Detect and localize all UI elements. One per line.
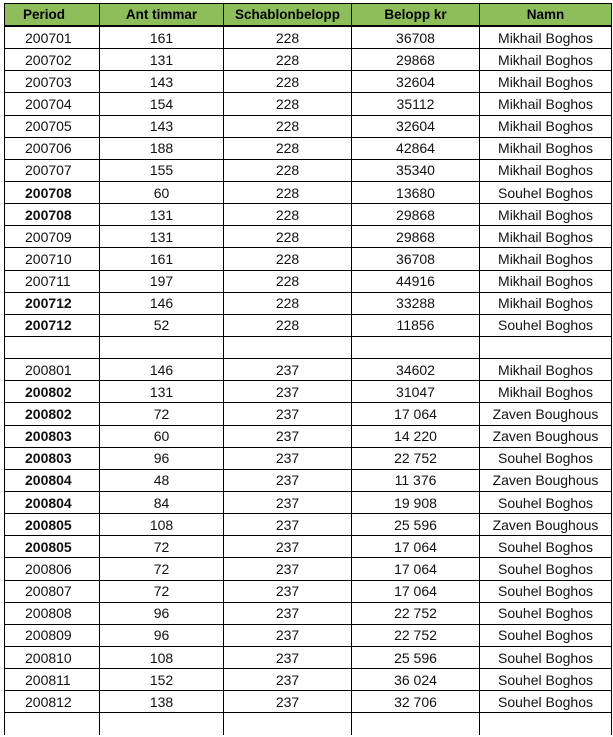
table-row xyxy=(5,624,612,646)
cell-name: Souhel Boghos xyxy=(480,314,612,336)
cell-name: Mikhail Boghos xyxy=(480,381,612,403)
cell-amount: 42864 xyxy=(352,137,480,159)
cell-period: 200805 xyxy=(5,536,100,558)
cell-rate: 228 xyxy=(224,93,352,115)
cell-period: 200711 xyxy=(5,270,100,292)
cell-hours: 48 xyxy=(100,469,224,491)
table-row xyxy=(5,226,612,248)
cell-name: Souhel Boghos xyxy=(480,580,612,602)
table-row xyxy=(5,381,612,403)
cell-hours: 108 xyxy=(100,514,224,536)
cell-rate: 237 xyxy=(224,669,352,691)
table-row xyxy=(5,403,612,425)
cell-hours: 84 xyxy=(100,491,224,513)
cell-rate: 228 xyxy=(224,26,352,49)
cell-name: Mikhail Boghos xyxy=(480,159,612,181)
cell-rate: 237 xyxy=(224,602,352,624)
cell-amount: 36708 xyxy=(352,26,480,49)
table-row xyxy=(5,314,612,336)
cell-rate: 228 xyxy=(224,226,352,248)
cell-hours: 152 xyxy=(100,669,224,691)
cell-name: Mikhail Boghos xyxy=(480,248,612,270)
cell-period: 200809 xyxy=(5,624,100,646)
table-row xyxy=(5,292,612,314)
cell-rate: 237 xyxy=(224,536,352,558)
table-row xyxy=(5,536,612,558)
cell-hours: 131 xyxy=(100,381,224,403)
table-row xyxy=(5,71,612,93)
cell-period: 200706 xyxy=(5,137,100,159)
cell-period: 200801 xyxy=(5,359,100,381)
cell-amount: 33288 xyxy=(352,292,480,314)
cell-rate: 228 xyxy=(224,248,352,270)
cell-amount xyxy=(352,713,480,735)
cell-period: 200710 xyxy=(5,248,100,270)
cell-rate xyxy=(224,336,352,358)
cell-amount: 22 752 xyxy=(352,602,480,624)
cell-period: 200808 xyxy=(5,602,100,624)
table-body xyxy=(5,26,612,735)
cell-hours: 72 xyxy=(100,403,224,425)
cell-hours: 96 xyxy=(100,624,224,646)
cell-rate: 228 xyxy=(224,204,352,226)
cell-amount: 25 596 xyxy=(352,646,480,668)
cell-rate: 237 xyxy=(224,580,352,602)
hours-table xyxy=(4,3,612,735)
cell-hours: 60 xyxy=(100,181,224,203)
cell-name: Souhel Boghos xyxy=(480,558,612,580)
cell-name: Souhel Boghos xyxy=(480,536,612,558)
cell-amount: 36 024 xyxy=(352,669,480,691)
cell-period: 200804 xyxy=(5,469,100,491)
cell-name: Mikhail Boghos xyxy=(480,359,612,381)
table-row xyxy=(5,204,612,226)
cell-hours: 108 xyxy=(100,646,224,668)
cell-rate: 228 xyxy=(224,71,352,93)
header-period: Period xyxy=(5,4,100,27)
cell-period: 200708 xyxy=(5,204,100,226)
cell-hours: 161 xyxy=(100,26,224,49)
cell-amount: 32604 xyxy=(352,115,480,137)
cell-rate xyxy=(224,713,352,735)
cell-period: 200702 xyxy=(5,49,100,71)
table-row xyxy=(5,425,612,447)
cell-period: 200811 xyxy=(5,669,100,691)
table-row xyxy=(5,491,612,513)
cell-hours xyxy=(100,713,224,735)
table-row xyxy=(5,447,612,469)
cell-amount: 29868 xyxy=(352,49,480,71)
cell-hours: 155 xyxy=(100,159,224,181)
cell-name: Mikhail Boghos xyxy=(480,226,612,248)
table-row xyxy=(5,580,612,602)
table-row xyxy=(5,248,612,270)
table-row xyxy=(5,713,612,735)
cell-amount: 36708 xyxy=(352,248,480,270)
cell-rate: 228 xyxy=(224,314,352,336)
cell-rate: 237 xyxy=(224,359,352,381)
cell-name: Mikhail Boghos xyxy=(480,115,612,137)
cell-amount: 29868 xyxy=(352,204,480,226)
table-row xyxy=(5,646,612,668)
cell-period xyxy=(5,336,100,358)
cell-hours: 188 xyxy=(100,137,224,159)
cell-name: Mikhail Boghos xyxy=(480,204,612,226)
cell-hours: 72 xyxy=(100,536,224,558)
cell-rate: 237 xyxy=(224,469,352,491)
cell-hours: 60 xyxy=(100,425,224,447)
cell-rate: 228 xyxy=(224,49,352,71)
cell-name: Mikhail Boghos xyxy=(480,292,612,314)
cell-rate: 237 xyxy=(224,491,352,513)
cell-amount: 22 752 xyxy=(352,624,480,646)
cell-period: 200802 xyxy=(5,403,100,425)
cell-amount: 35340 xyxy=(352,159,480,181)
cell-amount: 14 220 xyxy=(352,425,480,447)
cell-amount: 32 706 xyxy=(352,691,480,713)
cell-amount xyxy=(352,336,480,358)
cell-hours: 131 xyxy=(100,49,224,71)
header-rate: Schablonbelopp xyxy=(224,4,352,27)
cell-period: 200712 xyxy=(5,292,100,314)
cell-rate: 237 xyxy=(224,381,352,403)
table-row xyxy=(5,93,612,115)
cell-period: 200709 xyxy=(5,226,100,248)
header-row xyxy=(5,4,612,27)
table-row xyxy=(5,558,612,580)
cell-name: Souhel Boghos xyxy=(480,602,612,624)
cell-rate: 237 xyxy=(224,691,352,713)
cell-amount: 44916 xyxy=(352,270,480,292)
cell-rate: 228 xyxy=(224,292,352,314)
cell-rate: 237 xyxy=(224,624,352,646)
cell-amount: 11856 xyxy=(352,314,480,336)
cell-hours: 143 xyxy=(100,115,224,137)
cell-amount: 17 064 xyxy=(352,536,480,558)
table-row xyxy=(5,49,612,71)
cell-amount: 11 376 xyxy=(352,469,480,491)
cell-hours: 131 xyxy=(100,226,224,248)
table-row xyxy=(5,469,612,491)
cell-hours: 146 xyxy=(100,359,224,381)
cell-amount: 17 064 xyxy=(352,580,480,602)
cell-amount: 19 908 xyxy=(352,491,480,513)
cell-rate: 228 xyxy=(224,181,352,203)
cell-name: Souhel Boghos xyxy=(480,691,612,713)
cell-rate: 237 xyxy=(224,646,352,668)
table-row xyxy=(5,115,612,137)
cell-hours: 146 xyxy=(100,292,224,314)
cell-name: Souhel Boghos xyxy=(480,624,612,646)
cell-rate: 228 xyxy=(224,270,352,292)
table-row xyxy=(5,137,612,159)
cell-name: Souhel Boghos xyxy=(480,491,612,513)
table-row xyxy=(5,669,612,691)
cell-rate: 228 xyxy=(224,137,352,159)
cell-name: Souhel Boghos xyxy=(480,447,612,469)
cell-name xyxy=(480,336,612,358)
cell-name: Souhel Boghos xyxy=(480,669,612,691)
table-row xyxy=(5,602,612,624)
cell-period xyxy=(5,713,100,735)
cell-amount: 17 064 xyxy=(352,403,480,425)
cell-name: Mikhail Boghos xyxy=(480,137,612,159)
table-row xyxy=(5,336,612,358)
table-row xyxy=(5,514,612,536)
cell-rate: 237 xyxy=(224,514,352,536)
header-amount: Belopp kr xyxy=(352,4,480,27)
cell-name: Zaven Boughous xyxy=(480,514,612,536)
cell-period: 200806 xyxy=(5,558,100,580)
table-row xyxy=(5,691,612,713)
cell-hours: 131 xyxy=(100,204,224,226)
table-row xyxy=(5,359,612,381)
cell-rate: 228 xyxy=(224,159,352,181)
table-row xyxy=(5,159,612,181)
cell-period: 200812 xyxy=(5,691,100,713)
cell-period: 200704 xyxy=(5,93,100,115)
cell-amount: 31047 xyxy=(352,381,480,403)
table-row xyxy=(5,270,612,292)
cell-period: 200701 xyxy=(5,26,100,49)
cell-hours: 143 xyxy=(100,71,224,93)
cell-amount: 32604 xyxy=(352,71,480,93)
cell-rate: 228 xyxy=(224,115,352,137)
cell-period: 200807 xyxy=(5,580,100,602)
cell-amount: 13680 xyxy=(352,181,480,203)
cell-rate: 237 xyxy=(224,558,352,580)
cell-hours: 197 xyxy=(100,270,224,292)
cell-hours: 96 xyxy=(100,447,224,469)
cell-name: Souhel Boghos xyxy=(480,181,612,203)
cell-hours: 72 xyxy=(100,580,224,602)
cell-name: Zaven Boughous xyxy=(480,469,612,491)
cell-period: 200705 xyxy=(5,115,100,137)
cell-hours: 52 xyxy=(100,314,224,336)
cell-rate: 237 xyxy=(224,447,352,469)
cell-hours: 154 xyxy=(100,93,224,115)
cell-period: 200803 xyxy=(5,447,100,469)
cell-amount: 17 064 xyxy=(352,558,480,580)
cell-name: Mikhail Boghos xyxy=(480,26,612,49)
cell-hours: 96 xyxy=(100,602,224,624)
cell-name: Mikhail Boghos xyxy=(480,270,612,292)
table-row xyxy=(5,26,612,49)
cell-name: Zaven Boughous xyxy=(480,425,612,447)
cell-rate: 237 xyxy=(224,425,352,447)
cell-name xyxy=(480,713,612,735)
cell-name: Souhel Boghos xyxy=(480,646,612,668)
cell-amount: 29868 xyxy=(352,226,480,248)
cell-name: Zaven Boughous xyxy=(480,403,612,425)
cell-name: Mikhail Boghos xyxy=(480,49,612,71)
cell-hours: 161 xyxy=(100,248,224,270)
cell-period: 200802 xyxy=(5,381,100,403)
cell-amount: 22 752 xyxy=(352,447,480,469)
cell-period: 200703 xyxy=(5,71,100,93)
cell-period: 200804 xyxy=(5,491,100,513)
cell-hours xyxy=(100,336,224,358)
header-hours: Ant timmar xyxy=(100,4,224,27)
cell-amount: 34602 xyxy=(352,359,480,381)
table-row xyxy=(5,181,612,203)
cell-period: 200803 xyxy=(5,425,100,447)
cell-period: 200707 xyxy=(5,159,100,181)
cell-period: 200708 xyxy=(5,181,100,203)
cell-name: Mikhail Boghos xyxy=(480,71,612,93)
cell-period: 200712 xyxy=(5,314,100,336)
cell-name: Mikhail Boghos xyxy=(480,93,612,115)
header-name: Namn xyxy=(480,4,612,27)
cell-hours: 72 xyxy=(100,558,224,580)
cell-period: 200805 xyxy=(5,514,100,536)
cell-hours: 138 xyxy=(100,691,224,713)
cell-amount: 35112 xyxy=(352,93,480,115)
cell-period: 200810 xyxy=(5,646,100,668)
cell-amount: 25 596 xyxy=(352,514,480,536)
cell-rate: 237 xyxy=(224,403,352,425)
